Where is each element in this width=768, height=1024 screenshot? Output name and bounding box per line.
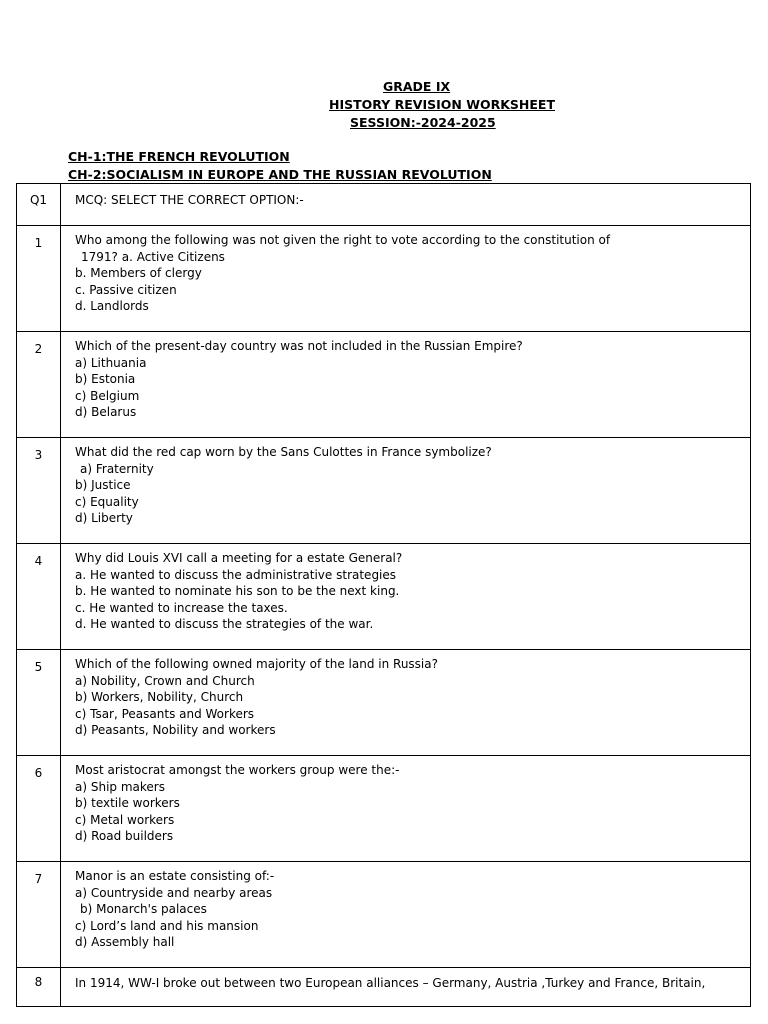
question-text: Manor is an estate consisting of:- bbox=[75, 869, 275, 883]
question-cell bbox=[61, 332, 751, 438]
option: d) Liberty bbox=[75, 511, 133, 525]
question-number: 6 bbox=[17, 756, 61, 862]
question-number: 2 bbox=[17, 332, 61, 438]
question-number: 5 bbox=[17, 650, 61, 756]
mcq-table bbox=[16, 183, 751, 1007]
option: c. Passive citizen bbox=[75, 282, 177, 297]
table-row bbox=[17, 332, 751, 438]
table-row bbox=[17, 650, 751, 756]
chapter-1-heading: CH-1:THE FRENCH REVOLUTION bbox=[68, 149, 290, 164]
chapter-2-heading: CH-2:SOCIALISM IN EUROPE AND THE RUSSIAN REVOLUTION bbox=[68, 167, 492, 182]
question-number: 4 bbox=[17, 544, 61, 650]
section-label: Q1 bbox=[17, 184, 61, 226]
option: b. He wanted to nominate his son to be the next king. bbox=[75, 584, 400, 598]
option: b) Workers, Nobility, Church bbox=[75, 690, 244, 704]
question-text: What did the red cap worn by the Sans Culottes in France symbolize? bbox=[75, 445, 492, 459]
option: a. He wanted to discuss the administrative strategies bbox=[75, 567, 397, 582]
section-title: MCQ: SELECT THE CORRECT OPTION:- bbox=[61, 184, 751, 226]
question-cell bbox=[61, 544, 751, 650]
option: a) Countryside and nearby areas bbox=[75, 885, 273, 900]
option: d) Belarus bbox=[75, 405, 137, 419]
table-row bbox=[17, 226, 751, 332]
question-number: 1 bbox=[17, 226, 61, 332]
table-row bbox=[17, 756, 751, 862]
worksheet-title: HISTORY REVISION WORKSHEET bbox=[329, 97, 555, 112]
option: b) textile workers bbox=[75, 796, 180, 810]
option: b. Members of clergy bbox=[75, 266, 202, 280]
question-cell bbox=[61, 756, 751, 862]
table-row bbox=[17, 862, 751, 968]
option: d) Assembly hall bbox=[75, 935, 175, 949]
grade-heading: GRADE IX bbox=[383, 79, 451, 94]
option: c. He wanted to increase the taxes. bbox=[75, 600, 288, 615]
question-text: Which of the present-day country was not included in the Russian Empire? bbox=[75, 339, 523, 353]
question-text: Why did Louis XVI call a meeting for a estate General? bbox=[75, 551, 403, 565]
table-header-row bbox=[17, 184, 751, 226]
option: c) Equality bbox=[75, 494, 139, 509]
option: d) Road builders bbox=[75, 829, 174, 843]
option: d. Landlords bbox=[75, 299, 149, 313]
option: d. He wanted to discuss the strategies of the war. bbox=[75, 617, 374, 631]
option: a) Lithuania bbox=[75, 355, 147, 370]
option: c) Tsar, Peasants and Workers bbox=[75, 706, 255, 721]
option: a) Fraternity bbox=[80, 461, 154, 476]
question-text: Most aristocrat amongst the workers group were the:- bbox=[75, 763, 400, 777]
question-number: 3 bbox=[17, 438, 61, 544]
question-number: 7 bbox=[17, 862, 61, 968]
option: a) Ship makers bbox=[75, 779, 165, 794]
session-heading: SESSION:-2024-2025 bbox=[350, 115, 496, 130]
option: d) Peasants, Nobility and workers bbox=[75, 723, 276, 737]
option: b) Monarch's palaces bbox=[80, 902, 207, 916]
question-text: Which of the following owned majority of the land in Russia? bbox=[75, 657, 438, 671]
question-text: Who among the following was not given the right to vote according to the constitution of bbox=[75, 233, 611, 247]
table-row bbox=[17, 544, 751, 650]
question-text: In 1914, WW-I broke out between two European alliances – Germany, Austria ,Turkey and France, Britain, bbox=[75, 976, 706, 990]
option: c) Belgium bbox=[75, 388, 140, 403]
table-row bbox=[17, 438, 751, 544]
option: c) Lord’s land and his mansion bbox=[75, 918, 259, 933]
option: a) Nobility, Crown and Church bbox=[75, 673, 255, 688]
question-cell bbox=[61, 650, 751, 756]
option: c) Metal workers bbox=[75, 812, 175, 827]
question-number: 8 bbox=[17, 968, 61, 1007]
question-cell bbox=[61, 226, 751, 332]
question-continuation: 1791? a. Active Citizens bbox=[81, 249, 225, 264]
option: b) Estonia bbox=[75, 372, 136, 386]
question-cell bbox=[61, 968, 751, 1007]
question-cell bbox=[61, 862, 751, 968]
table-row bbox=[17, 968, 751, 1007]
option: b) Justice bbox=[75, 478, 131, 492]
question-cell bbox=[61, 438, 751, 544]
